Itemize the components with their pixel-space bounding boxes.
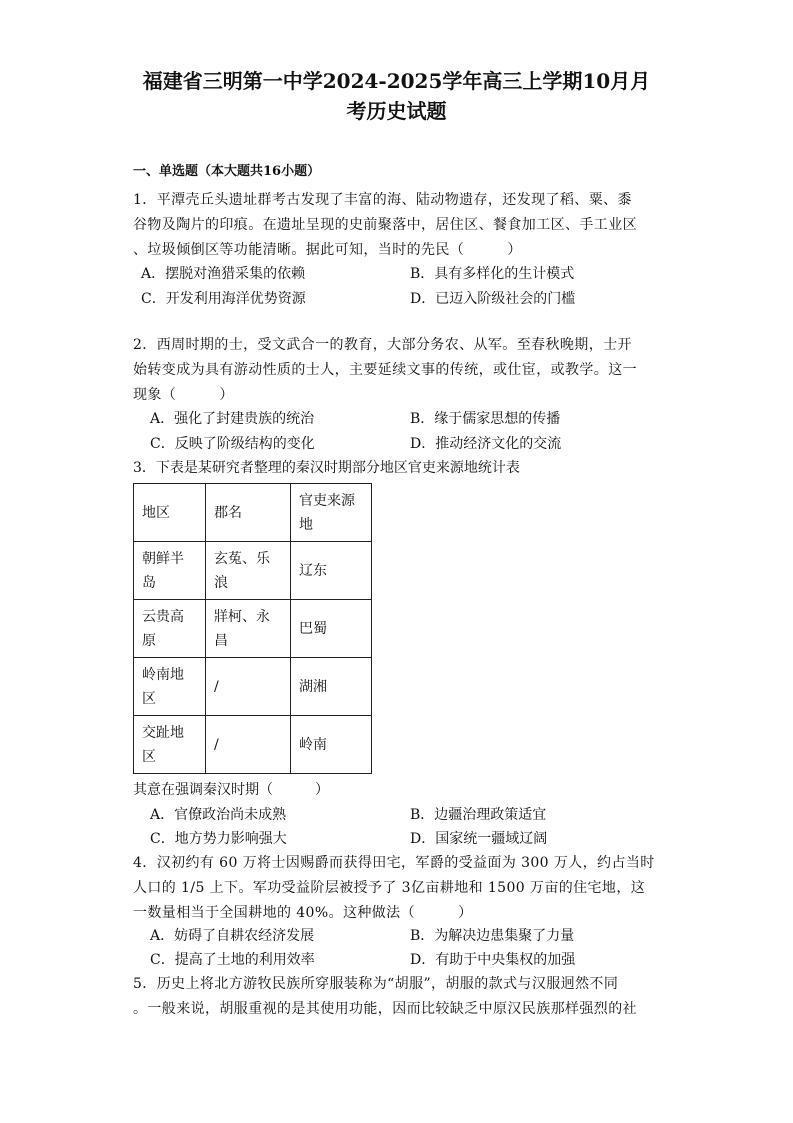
table-header-row xyxy=(134,484,372,542)
table-cell: 湖湘 xyxy=(291,658,372,716)
q1-option-c: C．开发利用海洋优势资源 xyxy=(141,291,306,307)
table-header-cell: 地区 xyxy=(134,484,206,542)
q1-line-3: 、垃圾倾倒区等功能清晰。据此可知，当时的先民（ ） xyxy=(133,242,522,258)
q1-line-1: 1．平潭壳丘头遗址群考古发现了丰富的海、陆动物遗存，还发现了稻、粟、黍 xyxy=(133,192,632,208)
q4-line-2: 人口的 1/5 上下。军功受益阶层被授予了 3亿亩耕地和 1500 万亩的住宅地，这 xyxy=(133,880,646,896)
page-title xyxy=(100,66,693,126)
table-row xyxy=(134,658,372,716)
table-row xyxy=(134,600,372,658)
table-cell: 巴蜀 xyxy=(291,600,372,658)
question-1-stem xyxy=(133,188,673,263)
q4-option-b: B．为解决边患集聚了力量 xyxy=(410,928,575,944)
q1-option-a: A．摆脱对渔猎采集的依赖 xyxy=(141,266,306,282)
table-row xyxy=(134,542,372,600)
table-cell: / xyxy=(206,716,291,774)
q2-line-3: 现象（ ） xyxy=(133,387,234,403)
table-cell: 辽东 xyxy=(291,542,372,600)
q2-line-1: 2．西周时期的士，受文武合一的教育，大部分务农、从军。至春秋晚期，士开 xyxy=(133,337,632,353)
q3-option-b: B．边疆治理政策适宜 xyxy=(410,807,547,823)
section-heading: 一、单选题（本大题共16小题） xyxy=(133,164,321,179)
title-line-1: 福建省三明第一中学2024-2025学年高三上学期10月月 xyxy=(142,69,651,93)
table-cell: 牂柯、永昌 xyxy=(206,600,291,658)
q3-option-a: A．官僚政治尚未成熟 xyxy=(150,807,287,823)
table-cell: / xyxy=(206,658,291,716)
table-cell: 岭南 xyxy=(291,716,372,774)
table-header-cell: 郡名 xyxy=(206,484,291,542)
title-line-2: 考历史试题 xyxy=(346,99,447,123)
q2-option-c: C．反映了阶级结构的变化 xyxy=(150,436,315,452)
q5-line-2: 。一般来说，胡服重视的是其使用功能，因而比较缺乏中原汉民族那样强烈的社 xyxy=(133,1001,637,1017)
q3-option-c: C．地方势力影响强大 xyxy=(150,831,287,847)
q1-line-2: 谷物及陶片的印痕。在遗址呈现的史前聚落中，居住区、餐食加工区、手工业区 xyxy=(133,217,637,233)
q1-option-b: B．具有多样化的生计模式 xyxy=(410,266,575,282)
q5-line-1: 5．历史上将北方游牧民族所穿服装称为“胡服”，胡服的款式与汉服迥然不同 xyxy=(133,976,619,992)
q3-option-d: D．国家统一疆域辽阔 xyxy=(410,831,548,847)
question-5-stem xyxy=(133,972,673,1022)
table-cell: 朝鲜半岛 xyxy=(134,542,206,600)
q4-option-a: A．妨碍了自耕农经济发展 xyxy=(150,928,315,944)
table-cell: 云贵高原 xyxy=(134,600,206,658)
q2-option-b: B．缘于儒家思想的传播 xyxy=(410,411,561,427)
q4-line-3: 一数量相当于全国耕地的 40%。这种做法（ ） xyxy=(133,905,473,921)
question-3-prompt: 其意在强调秦汉时期（ ） xyxy=(133,782,329,798)
question-3-stem: 3．下表是某研究者整理的秦汉时期部分地区官吏来源地统计表 xyxy=(133,460,520,476)
q2-line-2: 始转变成为具有游动性质的士人，主要延续文事的传统，或仕宦，或教学。这一 xyxy=(133,362,637,378)
table-row xyxy=(134,716,372,774)
official-origin-table xyxy=(133,483,372,774)
table-cell: 玄菟、乐浪 xyxy=(206,542,291,600)
q2-option-a: A．强化了封建贵族的统治 xyxy=(150,411,315,427)
table-cell: 交趾地区 xyxy=(134,716,206,774)
q4-line-1: 4．汉初约有 60 万将士因赐爵而获得田宅，军爵的受益面为 300 万人，约占当时 xyxy=(133,855,655,871)
question-4-stem xyxy=(133,851,673,926)
table-cell: 岭南地区 xyxy=(134,658,206,716)
q4-option-c: C．提高了土地的利用效率 xyxy=(150,952,315,968)
question-2-stem xyxy=(133,333,673,408)
table-header-cell: 官吏来源地 xyxy=(291,484,372,542)
q4-option-d: D．有助于中央集权的加强 xyxy=(410,952,576,968)
q2-option-d: D．推动经济文化的交流 xyxy=(410,436,562,452)
q1-option-d: D．已迈入阶级社会的门槛 xyxy=(410,291,576,307)
